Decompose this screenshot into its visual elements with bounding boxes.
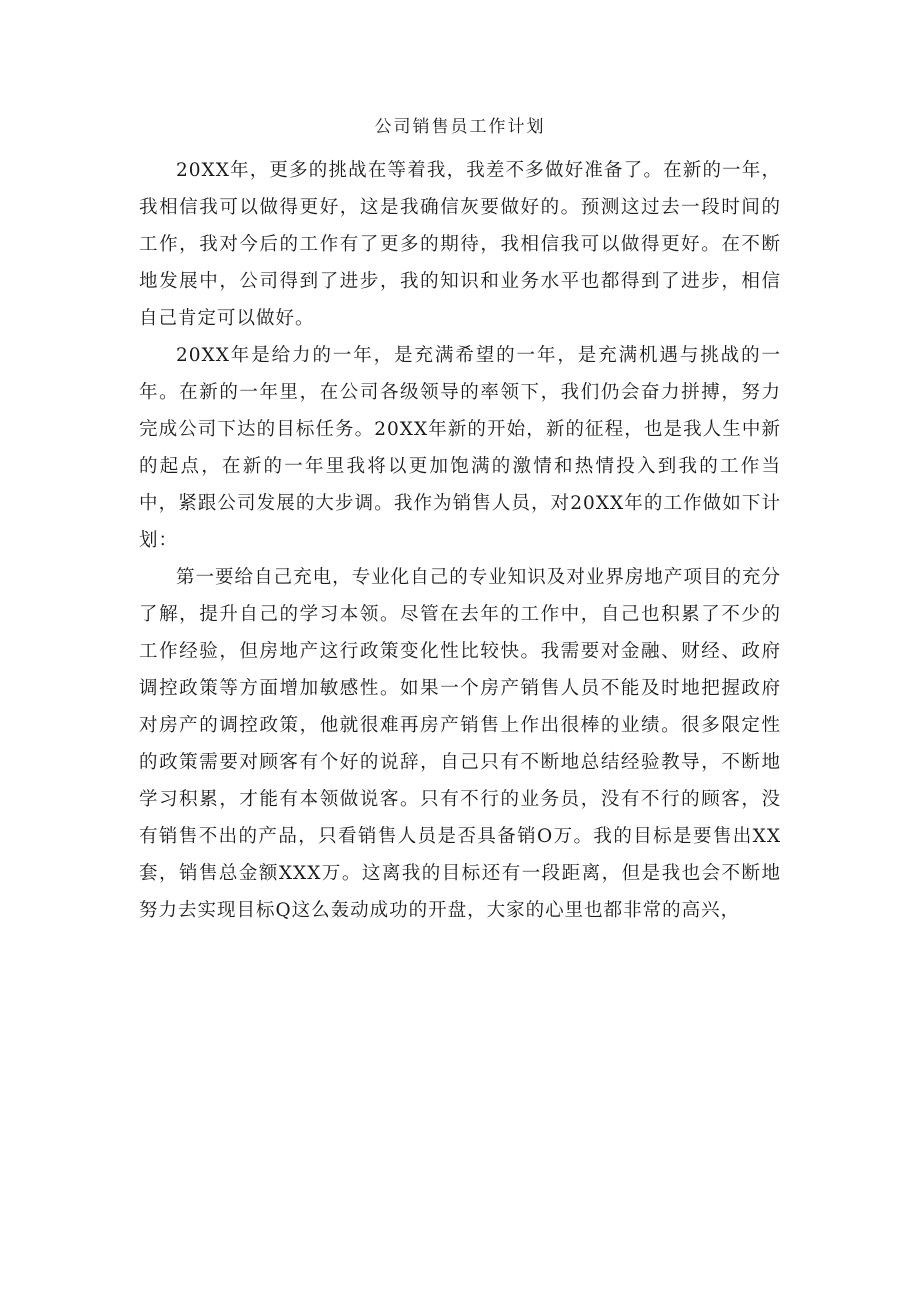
paragraph-3: 第一要给自己充电，专业化自己的专业知识及对业界房地产项目的充分了解，提升自己的学习本领。尽管在去年的工作中，自己也积累了不少的工作经验，但房地产这行政策变化性比较快。我需要对金融、财经、政府调控政策等方面增加敏感性。如果一个房产销售人员不能及时地把握政府对房产的调控政策，他就很难再房产销售上作出很棒的业绩。很多限定性的政策需要对顾客有个好的说辞，自己只有不断地总结经验教导，不断地学习积累，才能有本领做说客。只有不行的业务员，没有不行的顾客，没有销售不出的产品，只看销售人员是否具备销O万。我的目标是要售出XX套，销售总金额XXX万。这离我的目标还有一段距离，但是我也会不断地努力去实现目标Q这么轰动成功的开盘，大家的心里也都非常的高兴，	[139, 567, 781, 921]
paragraph-1: 20XX年，更多的挑战在等着我，我差不多做好准备了。在新的一年，我相信我可以做得更好，这是我确信灰要做好的。预测这过去一段时间的工作，我对今后的工作有了更多的期待，我相信我可以做得更好。在不断地发展中，公司得到了进步，我的知识和业务水平也都得到了进步，相信自己肯定可以做好。	[139, 160, 781, 329]
document-title: 公司销售员工作计划	[374, 117, 546, 137]
paragraph-2: 20XX年是给力的一年，是充满希望的一年，是充满机遇与挑战的一年。在新的一年里，在公司各级领导的率领下，我们仍会奋力拼搏，努力完成公司下达的目标任务。20XX年新的开始，新的征程，也是我人生中新的起点，在新的一年里我将以更加饱满的激情和热情投入到我的工作当中，紧跟公司发展的大步调。我作为销售人员，对20XX年的工作做如下计划：	[139, 345, 781, 551]
document-body	[139, 152, 781, 929]
